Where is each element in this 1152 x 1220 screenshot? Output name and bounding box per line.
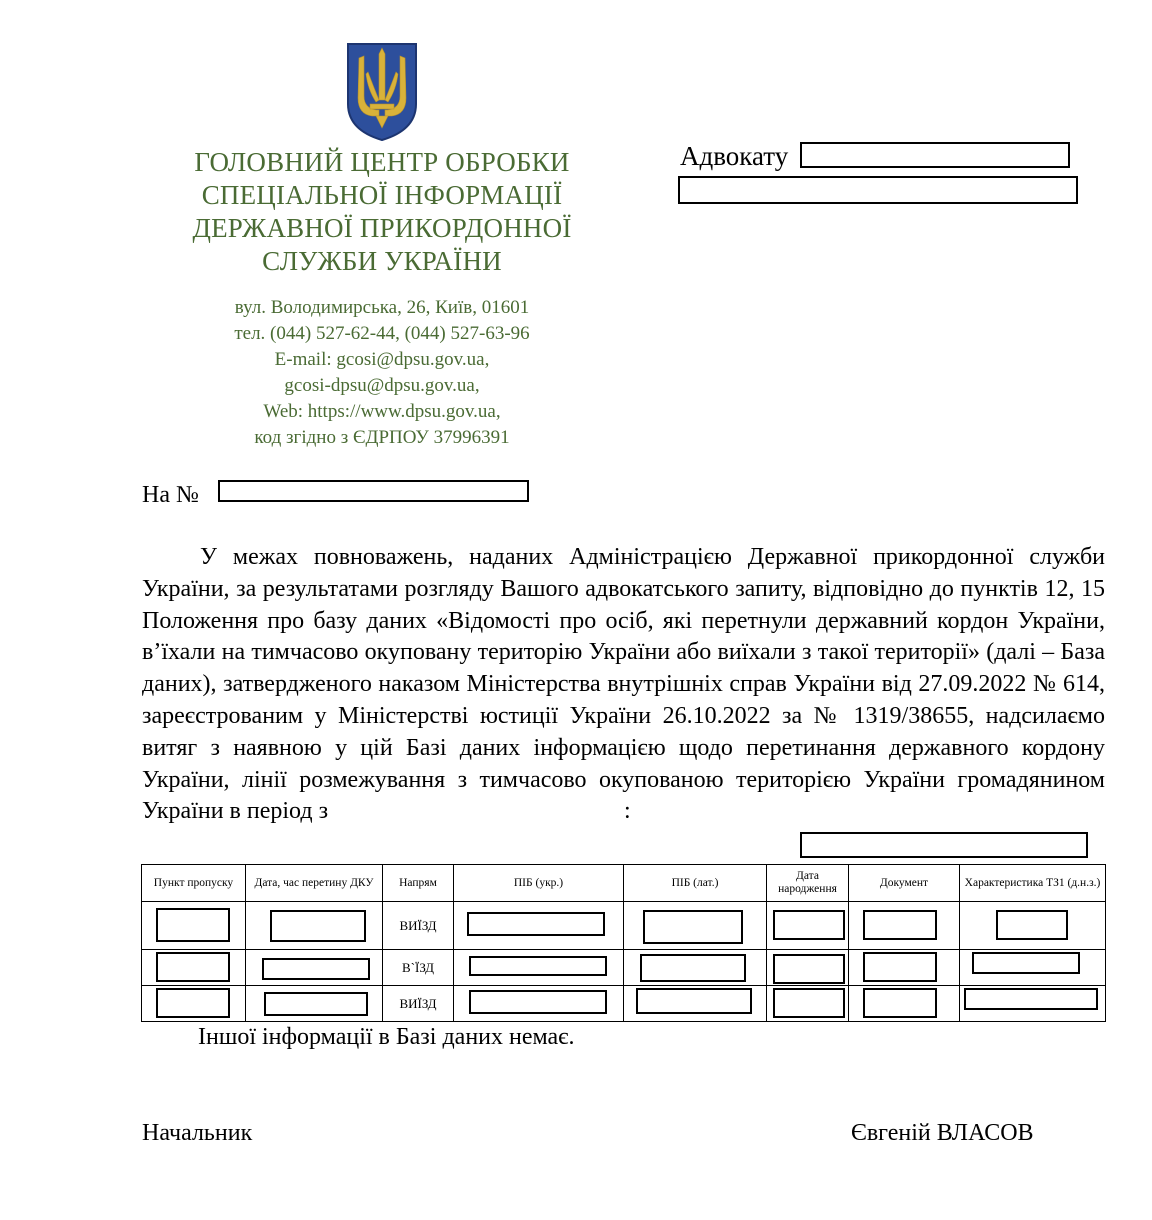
cell-direction: ВИЇЗД [383,902,454,950]
redaction-box [469,990,607,1014]
org-line: ГОЛОВНИЙ ЦЕНТР ОБРОБКИ [194,147,570,177]
table-row [142,902,1106,950]
cell-checkpoint [142,950,246,986]
redaction-box [262,958,370,980]
addressee-address-redaction [678,176,1078,204]
header-vehicle: Характеристика ТЗ1 (д.н.з.) [960,865,1106,902]
cell-birth-date [767,950,849,986]
cell-vehicle [960,986,1106,1022]
org-line: ДЕРЖАВНОЇ ПРИКОРДОННОЇ [192,213,572,243]
cell-vehicle [960,902,1106,950]
signatory-name: Євгеній ВЛАСОВ [851,1120,1034,1146]
redaction-box [643,910,743,944]
redaction-box [972,952,1080,974]
org-line: СЛУЖБИ УКРАЇНИ [262,246,502,276]
cell-document [849,902,960,950]
table-row [142,950,1106,986]
cell-datetime [246,986,383,1022]
body-paragraph [142,542,1105,828]
border-crossing-table [141,864,1106,1022]
organization-name [150,146,614,278]
cell-birth-date [767,986,849,1022]
cell-name-lat [624,986,767,1022]
redaction-box [863,910,937,940]
redaction-box [773,910,845,940]
email-line: E-mail: gcosi@dpsu.gov.ua, [274,349,490,370]
redaction-box [156,908,230,942]
header-direction: Напрям [383,865,454,902]
cell-direction: В`ЇЗД [383,950,454,986]
address-line: вул. Володимирська, 26, Київ, 01601 [234,297,530,318]
body-paragraph-text: У межах повноважень, наданих Адміністрацією Державної прикордонної служби України, за результатами розгляду Вашого адвокатського запиту, відповідно до пунктів 12, 15 Положення про базу даних «Відомості про осіб, які перетнули державний кордон України, в’їхали на тимчасово окуповану територію України або виїхали з такої території» (далі – База даних), затвердженого наказом Міністерства внутрішніх справ України від 27.09.2022 № 614, зареєстрованим у Міністерстві юстиції України 26.10.2022 за № 1319/38655, надсилаємо витяг з наявною у цій Базі даних інформацією щодо перетинання державного кордону України, лінії розмежування з тимчасово окупованою територією України громадянином України в період з [142,544,1105,825]
redaction-box [863,952,937,982]
cell-direction: ВИЇЗД [383,986,454,1022]
cell-name-ukr [454,950,624,986]
reference-number-redaction [218,480,529,502]
cell-document [849,986,960,1022]
header-name-lat: ПІБ (лат.) [624,865,767,902]
paragraph-end: : [624,798,631,825]
cell-birth-date [767,902,849,950]
edrpou-line: код згідно з ЄДРПОУ 37996391 [254,427,510,448]
redaction-box [270,910,366,942]
header-name-ukr: ПІБ (укр.) [454,865,624,902]
no-other-info-text: Іншої інформації в Базі даних немає. [198,1024,575,1050]
redaction-box [636,988,752,1014]
cell-document [849,950,960,986]
cell-name-lat [624,950,767,986]
cell-datetime [246,902,383,950]
phone-line: тел. (044) 527-62-44, (044) 527-63-96 [234,323,530,344]
table-header-row [142,865,1106,902]
redaction-box [156,988,230,1018]
redaction-box [773,988,845,1018]
cell-datetime [246,950,383,986]
header-checkpoint: Пункт пропуску [142,865,246,902]
header-birth-date: Дата народження [767,865,849,902]
addressee-name-redaction [800,142,1070,168]
redaction-box [467,912,605,936]
email-line: gcosi-dpsu@dpsu.gov.ua, [284,375,480,396]
redaction-box [863,988,937,1018]
redaction-box [469,956,607,976]
organization-contacts [150,295,614,451]
header-document: Документ [849,865,960,902]
cell-checkpoint [142,902,246,950]
org-line: СПЕЦІАЛЬНОЇ ІНФОРМАЦІЇ [201,180,563,210]
signatory-title: Начальник [142,1120,253,1146]
header-crossing-datetime: Дата, час перетину ДКУ [246,865,383,902]
reference-label: На № [142,482,199,508]
redaction-box [156,952,230,982]
addressee-label: Адвокату [680,141,789,171]
web-line: Web: https://www.dpsu.gov.ua, [263,401,501,422]
coat-of-arms-icon [346,42,418,142]
cell-name-lat [624,902,767,950]
redaction-box [640,954,746,982]
table-row [142,986,1106,1022]
period-redaction [800,832,1088,858]
redaction-box [996,910,1068,940]
cell-checkpoint [142,986,246,1022]
cell-name-ukr [454,902,624,950]
cell-vehicle [960,950,1106,986]
redaction-box [773,954,845,984]
redaction-box [264,992,368,1016]
cell-name-ukr [454,986,624,1022]
redaction-box [964,988,1098,1010]
